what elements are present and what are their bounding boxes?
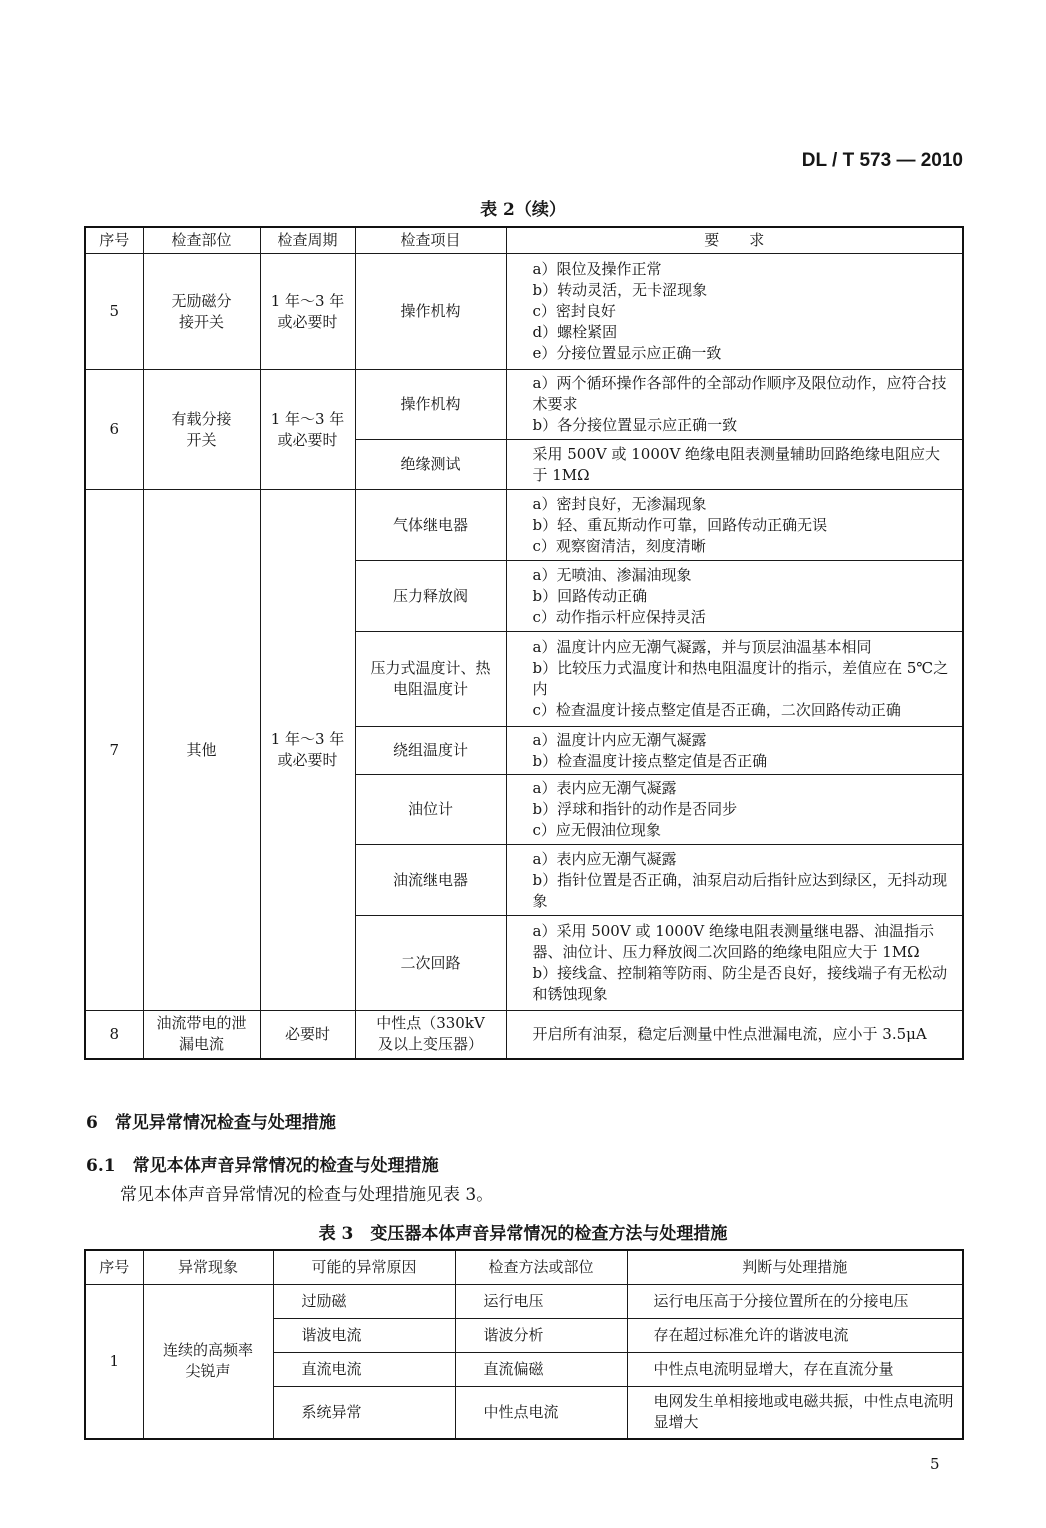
- row-number: 7: [85, 490, 143, 1011]
- table3-caption: 表 3 变压器本体声音异常情况的检查方法与处理措施: [318, 1224, 728, 1244]
- check-method: 直流偏磁: [455, 1353, 627, 1387]
- requirement-line: a）无喷油、渗漏油现象: [532, 565, 692, 584]
- row-number: 6: [85, 370, 143, 490]
- requirement-line: b）浮球和指针的动作是否同步: [532, 800, 738, 818]
- column-header: 可能的异常原因: [273, 1250, 455, 1285]
- column-header: 序号: [85, 1250, 143, 1285]
- check-method: 运行电压: [455, 1285, 627, 1319]
- inspection-part: 其他: [143, 490, 260, 1011]
- requirement-line: c）密封良好: [532, 302, 616, 320]
- inspection-item: 绕组温度计: [355, 727, 506, 775]
- subsection-heading: 6.1 常见本体声音异常情况的检查与处理措施: [86, 1156, 439, 1176]
- requirement-line: a）表内应无潮气凝露: [532, 779, 677, 797]
- column-header: 检查部位: [143, 227, 260, 254]
- inspection-item: 二次回路: [355, 916, 506, 1011]
- inspection-period: 必要时: [260, 1011, 355, 1059]
- possible-cause: 系统异常: [273, 1387, 455, 1439]
- requirements: [506, 561, 963, 632]
- requirement-line: d）螺栓紧固: [532, 323, 618, 341]
- requirements: [506, 632, 963, 727]
- judgment-measure: 存在超过标准允许的谐波电流: [627, 1319, 963, 1353]
- page-number: 5: [930, 1455, 940, 1473]
- abnormal-phenomenon: 连续的高频率尖锐声: [143, 1285, 273, 1439]
- table-header-row: [85, 1250, 963, 1285]
- inspection-table: [84, 226, 964, 1060]
- requirements: [506, 775, 963, 845]
- table-row: [85, 1011, 963, 1059]
- requirement-line: b）检查温度计接点整定值是否正确: [532, 751, 768, 770]
- table-row: [85, 490, 963, 561]
- requirement-line: b）接线盒、控制箱等防雨、防尘是否良好，接线端子有无松动和锈蚀现象: [532, 964, 948, 1003]
- inspection-item: 绝缘测试: [355, 440, 506, 490]
- inspection-item: 操作机构: [355, 254, 506, 370]
- inspection-item: 压力释放阀: [355, 561, 506, 632]
- inspection-part: 油流带电的泄漏电流: [143, 1011, 260, 1059]
- table2-caption: 表 2（续）: [480, 200, 566, 220]
- requirements: [506, 370, 963, 440]
- possible-cause: 直流电流: [273, 1353, 455, 1387]
- inspection-item: 中性点（330kV 及以上变压器）: [355, 1011, 506, 1059]
- possible-cause: 谐波电流: [273, 1319, 455, 1353]
- requirement-line: e）分接位置显示应正确一致: [532, 344, 722, 362]
- requirement-line: c）观察窗清洁，刻度清晰: [532, 536, 706, 555]
- check-method: 中性点电流: [455, 1387, 627, 1439]
- row-number: 8: [85, 1011, 143, 1059]
- requirements: [506, 1011, 963, 1059]
- requirement-line: a）表内应无潮气凝露: [532, 849, 677, 868]
- column-header: 判断与处理措施: [627, 1250, 963, 1285]
- column-header: 检查项目: [355, 227, 506, 254]
- row-number: 1: [85, 1285, 143, 1439]
- requirement-line: 采用 500V 或 1000V 绝缘电阻表测量辅助回路绝缘电阻应大于 1MΩ: [532, 444, 941, 484]
- inspection-part: 无励磁分接开关: [143, 254, 260, 370]
- requirement-line: b）比较压力式温度计和热电阻温度计的指示，差值应在 5℃之内: [532, 659, 949, 698]
- section-heading: 6 常见异常情况检查与处理措施: [86, 1113, 336, 1133]
- requirement-line: a）采用 500V 或 1000V 绝缘电阻表测量继电器、油温指示器、油位计、压力释放阀二次回路的绝缘电阻应大于 1MΩ: [532, 922, 934, 961]
- requirement-line: a）温度计内应无潮气凝露: [532, 730, 707, 749]
- inspection-item: 气体继电器: [355, 490, 506, 561]
- inspection-period: 1 年～3 年或必要时: [260, 254, 355, 370]
- judgment-measure: 电网发生单相接地或电磁共振，中性点电流明显增大: [627, 1387, 963, 1439]
- requirements: [506, 727, 963, 775]
- inspection-item: 操作机构: [355, 370, 506, 440]
- check-method: 谐波分析: [455, 1319, 627, 1353]
- inspection-period: 1 年～3 年或必要时: [260, 490, 355, 1011]
- column-header: 序号: [85, 227, 143, 254]
- possible-cause: 过励磁: [273, 1285, 455, 1319]
- requirements: [506, 254, 963, 370]
- requirements: [506, 490, 963, 561]
- inspection-item: 压力式温度计、热电阻温度计: [355, 632, 506, 727]
- row-number: 5: [85, 254, 143, 370]
- body-paragraph: 常见本体声音异常情况的检查与处理措施见表 3。: [120, 1185, 494, 1205]
- standard-code: DL / T 573 — 2010: [801, 150, 963, 171]
- table-header-row: [85, 227, 963, 254]
- table-row: [85, 1285, 963, 1319]
- column-header: 检查周期: [260, 227, 355, 254]
- inspection-item: 油流继电器: [355, 845, 506, 916]
- requirement-line: 开启所有油泵，稳定后测量中性点泄漏电流，应小于 3.5μA: [532, 1024, 927, 1043]
- requirement-line: c）检查温度计接点整定值是否正确，二次回路传动正确: [532, 701, 901, 719]
- inspection-part: 有载分接开关: [143, 370, 260, 490]
- requirement-line: a）限位及操作正常: [532, 260, 662, 278]
- requirement-line: b）各分接位置显示应正确一致: [532, 416, 738, 434]
- requirement-line: c）动作指示杆应保持灵活: [532, 607, 706, 626]
- requirements: [506, 916, 963, 1011]
- inspection-item: 油位计: [355, 775, 506, 845]
- column-header: 要 求: [506, 227, 963, 254]
- requirement-line: a）两个循环操作各部件的全部动作顺序及限位动作，应符合技术要求: [532, 374, 947, 413]
- judgment-measure: 运行电压高于分接位置所在的分接电压: [627, 1285, 963, 1319]
- requirement-line: b）转动灵活，无卡涩现象: [532, 281, 708, 299]
- requirements: [506, 440, 963, 490]
- requirement-line: b）指针位置是否正确，油泵启动后指针应达到绿区，无抖动现象: [532, 870, 948, 910]
- table-row: [85, 254, 963, 370]
- requirement-line: c）应无假油位现象: [532, 821, 661, 839]
- requirements: [506, 845, 963, 916]
- judgment-measure: 中性点电流明显增大，存在直流分量: [627, 1353, 963, 1387]
- requirement-line: a）密封良好，无渗漏现象: [532, 494, 707, 513]
- table-row: [85, 370, 963, 440]
- requirement-line: a）温度计内应无潮气凝露，并与顶层油温基本相同: [532, 638, 872, 656]
- inspection-period: 1 年～3 年或必要时: [260, 370, 355, 490]
- abnormal-sound-table: [84, 1249, 964, 1440]
- requirement-line: b）轻、重瓦斯动作可靠，回路传动正确无误: [532, 515, 828, 534]
- column-header: 检查方法或部位: [455, 1250, 627, 1285]
- requirement-line: b）回路传动正确: [532, 586, 648, 605]
- column-header: 异常现象: [143, 1250, 273, 1285]
